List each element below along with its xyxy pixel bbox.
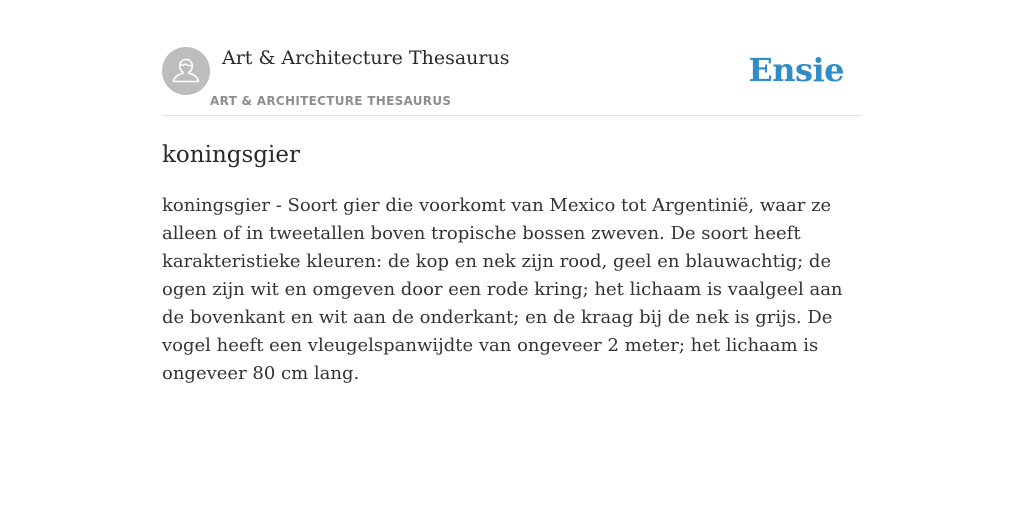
entry-definition: koningsgier - Soort gier die voorkomt van Mexico tot Argentinië, waar ze alleen of in tweetallen boven tropische bossen zweven. De soort heeft karakteristieke kleuren: de kop en nek zijn rood, geel en blauwachtig; de ogen zijn wit en omgeven door een rode kring; het lichaam is vaalgeel aan de bovenkant en wit aan de onderkant; en de kraag bij de nek is grijs. De vogel heeft een vleugelspanwijdte van ongeveer 2 meter; het lichaam is ongeveer 80 cm lang. xyxy=(162,195,843,384)
author-name[interactable]: Art & Architecture Thesaurus xyxy=(222,47,510,69)
author-avatar[interactable] xyxy=(162,47,210,95)
ensie-logo[interactable]: Ensie xyxy=(748,51,844,89)
author-subtitle[interactable]: ART & ARCHITECTURE THESAURUS xyxy=(210,94,452,108)
entry-title: koningsgier xyxy=(162,142,300,168)
entry-header xyxy=(162,0,862,116)
user-silhouette-icon xyxy=(162,47,210,95)
